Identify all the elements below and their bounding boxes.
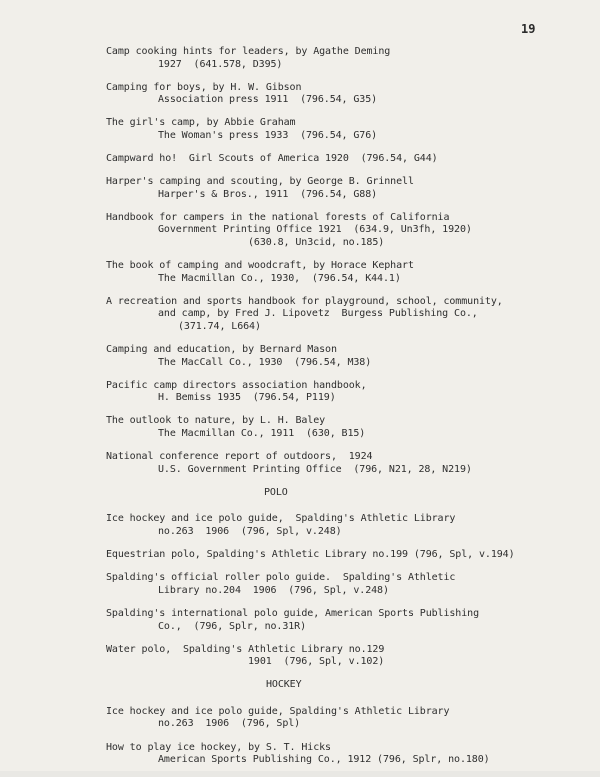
entry-line: Association press 1911 (796.54, G35): [158, 94, 378, 106]
entry-line: Library no.204 1906 (796, Spl, v.248): [158, 584, 389, 596]
entry-line: 1901 (796, Spl, v.102): [248, 656, 385, 668]
entry-line: How to play ice hockey, by S. T. Hicks: [106, 741, 331, 753]
entry-line: no.263 1906 (796, Spl): [158, 718, 301, 730]
bibliography-entry: [106, 153, 576, 166]
bibliography-entry: [106, 742, 576, 767]
bibliography-entry: [106, 644, 576, 669]
entry-line: H. Bemiss 1935 (796.54, P119): [158, 392, 336, 404]
bibliography-list: [106, 46, 576, 777]
entry-line: National conference report of outdoors, 1924: [106, 451, 373, 463]
entry-line: no.263 1906 (796, Spl, v.248): [158, 526, 342, 538]
entry-line: A recreation and sports handbook for playground, school, community,: [106, 295, 503, 307]
bibliography-entry: [106, 260, 576, 285]
entry-line: U.S. Government Printing Office (796, N21, 28, N219): [158, 463, 472, 475]
bibliography-entry: [106, 572, 576, 597]
bibliography-entry: [106, 46, 576, 71]
entry-line: Ice hockey and ice polo guide, Spalding's Athletic Library: [106, 513, 456, 525]
entry-line: and camp, by Fred J. Lipovetz Burgess Publishing Co.,: [158, 308, 478, 320]
bibliography-entry: [106, 608, 576, 633]
entry-line: Ice hockey and ice polo guide, Spalding's Athletic Library: [106, 705, 450, 717]
bibliography-entry: [106, 380, 576, 405]
entry-line: Government Printing Office 1921 (634.9, Un3fh, 1920): [158, 224, 472, 236]
bibliography-entry: [106, 296, 576, 334]
entry-line: The girl's camp, by Abbie Graham: [106, 117, 296, 129]
entry-line: Harper's camping and scouting, by George B. Grinnell: [106, 176, 414, 188]
entry-line: The book of camping and woodcraft, by Horace Kephart: [106, 260, 414, 272]
entry-line: 1927 (641.578, D395): [158, 58, 283, 70]
entry-line: The Woman's press 1933 (796.54, G76): [158, 129, 378, 141]
page-number: 19: [521, 22, 536, 36]
entry-line: Spalding's international polo guide, American Sports Publishing: [106, 607, 479, 619]
entry-line: Handbook for campers in the national forests of California: [106, 211, 450, 223]
section-heading: POLO: [264, 486, 288, 498]
bibliography-entry: [106, 344, 576, 369]
bibliography-entry: [106, 212, 576, 250]
entry-line: Harper's & Bros., 1911 (796.54, G88): [158, 188, 378, 200]
entry-line: Equestrian polo, Spalding's Athletic Library no.199 (796, Spl, v.194): [106, 549, 515, 561]
entry-line: Co., (796, Splr, no.31R): [158, 620, 307, 632]
bibliography-entry: [106, 549, 576, 562]
bibliography-entry: [106, 513, 576, 538]
entry-line: The outlook to nature, by L. H. Baley: [106, 415, 326, 427]
entry-line: Camping for boys, by H. W. Gibson: [106, 81, 302, 93]
bibliography-entry: [106, 415, 576, 440]
bibliography-entry: [106, 176, 576, 201]
bibliography-entry: [106, 706, 576, 731]
entry-line: Camp cooking hints for leaders, by Agathe Deming: [106, 46, 391, 57]
entry-line: The MacCall Co., 1930 (796.54, M38): [158, 356, 372, 368]
entry-line: The Macmillan Co., 1911 (630, B15): [158, 428, 366, 440]
entry-line: Spalding's official roller polo guide. Spalding's Athletic: [106, 572, 456, 584]
section-heading: HOCKEY: [266, 679, 302, 691]
entry-line: Water polo, Spalding's Athletic Library no.129: [106, 643, 385, 655]
entry-line: The Macmillan Co., 1930, (796.54, K44.1): [158, 272, 401, 284]
bibliography-entry: [106, 451, 576, 476]
entry-line: Camping and education, by Bernard Mason: [106, 344, 337, 356]
entry-line: (371.74, L664): [178, 321, 261, 332]
entry-line: (630.8, Un3cid, no.185): [248, 237, 385, 249]
bibliography-entry: [106, 82, 576, 107]
entry-line: American Sports Publishing Co., 1912 (796, Splr, no.180): [158, 754, 490, 766]
entry-line: Campward ho! Girl Scouts of America 1920 (796.54, G44): [106, 153, 438, 165]
bibliography-entry: [106, 117, 576, 142]
entry-line: Pacific camp directors association handbook,: [106, 379, 367, 391]
